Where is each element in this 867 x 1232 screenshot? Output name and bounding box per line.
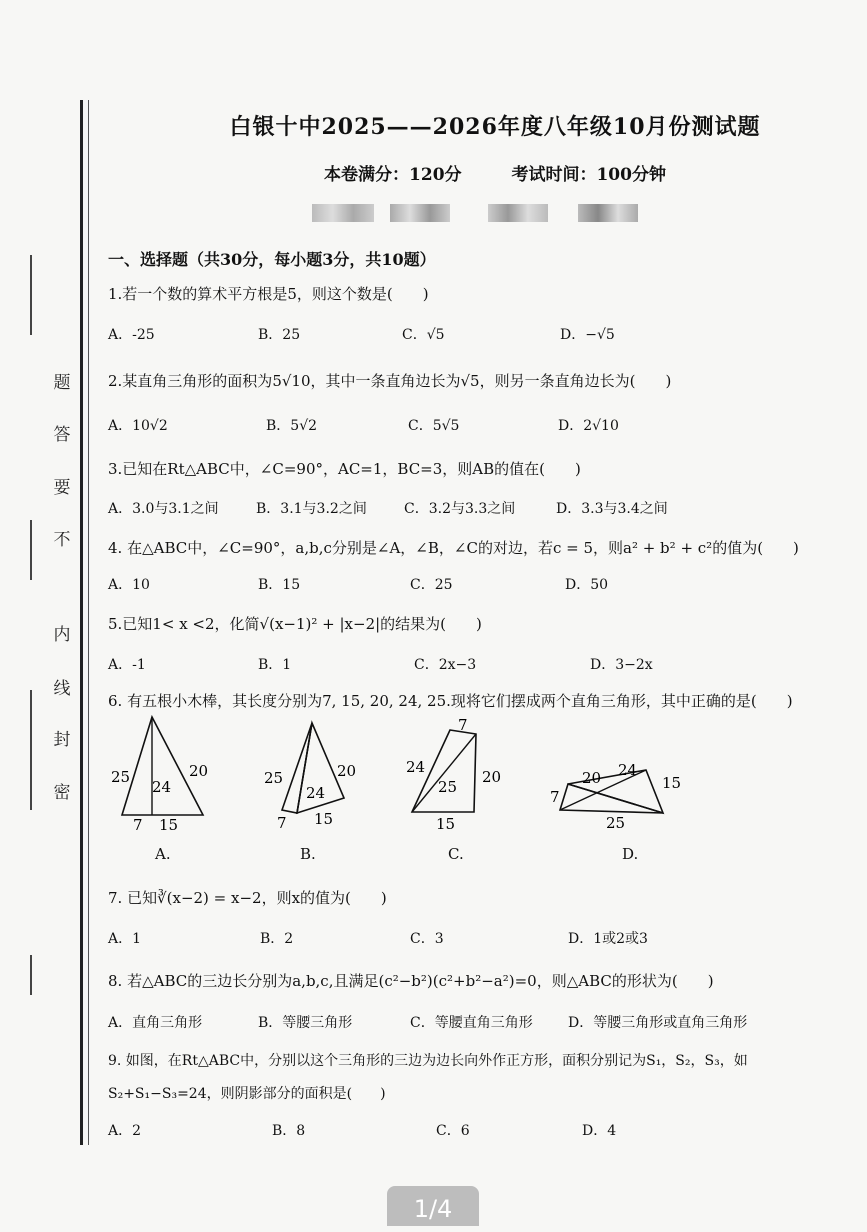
fig-c-num: 25 (438, 778, 458, 796)
class-field-line (30, 520, 32, 580)
q5-option-c: C．2x−3 (414, 657, 477, 673)
question-3: 3.已知在Rt△ABC中，∠C=90°，AC=1，BC=3，则AB的值在( ) (108, 460, 581, 478)
fig-b-num: 7 (277, 814, 287, 832)
redacted-block (390, 204, 450, 222)
fig-a-num: 15 (159, 816, 179, 834)
question-7: 7. 已知∛(x−2) = x−2，则x的值为( ) (108, 889, 387, 907)
q9-option-a: A．2 (108, 1123, 142, 1139)
figure-c (402, 712, 512, 837)
q2-option-d: D．2√10 (558, 418, 619, 434)
q5-option-b: B．1 (258, 657, 292, 673)
binding-char: 密 (53, 783, 71, 803)
q4-option-a: A．10 (108, 577, 150, 593)
q2-option-a: A．10√2 (108, 418, 168, 434)
number-field-line (30, 955, 32, 995)
fig-c-num: 20 (482, 768, 502, 786)
fig-b-num: 24 (306, 784, 326, 802)
question-6: 6. 有五根小木棒，其长度分别为7, 15, 20, 24, 25.现将它们摆成两个直角三角形，其中正确的是( ) (108, 692, 793, 710)
question-9-line2: S₂+S₁−S₃=24，则阴影部分的面积是( ) (108, 1086, 386, 1102)
q8-option-d: D．等腰三角形或直角三角形 (568, 1015, 748, 1031)
question-8: 8. 若△ABC的三边长分别为a,b,c,且满足(c²−b²)(c²+b²−a²)=0，则△ABC的形状为( ) (108, 972, 714, 990)
fig-c-num: 7 (458, 716, 468, 734)
q7-option-a: A．1 (108, 931, 142, 947)
fig-d-num: 20 (582, 769, 602, 787)
question-5: 5.已知1< x <2，化简√(x−1)² + |x−2|的结果为( ) (108, 615, 482, 633)
binding-line-inner (88, 100, 89, 1145)
fig-a-num: 25 (111, 768, 131, 786)
full-score: 本卷满分：120分 (324, 165, 462, 185)
binding-char: 要 (53, 478, 71, 498)
q9-option-c: C．6 (436, 1123, 470, 1139)
binding-line (80, 100, 83, 1145)
question-4: 4. 在△ABC中，∠C=90°，a,b,c分别是∠A，∠B，∠C的对边，若c = 5，则a² + b² + c²的值为( ) (108, 539, 799, 557)
fig-d-num: 15 (662, 774, 682, 792)
fig-d-num: 25 (606, 814, 626, 832)
page-indicator[interactable]: 1/4 (387, 1186, 479, 1226)
q2-option-b: B．5√2 (266, 418, 318, 434)
fig-d-num: 24 (618, 761, 638, 779)
q7-option-c: C．3 (410, 931, 444, 947)
q3-option-c: C．3.2与3.3之间 (404, 501, 516, 517)
q1-option-d: D．−√5 (560, 327, 615, 343)
q4-option-b: B．15 (258, 577, 301, 593)
section-heading: 一、选择题（共30分，每小题3分，共10题） (108, 250, 436, 269)
q9-option-d: D．4 (582, 1123, 617, 1139)
binding-char: 答 (53, 425, 71, 445)
exam-time: 考试时间：100分钟 (511, 165, 666, 185)
q1-option-a: A．-25 (108, 327, 155, 343)
fig-d-num: 7 (550, 788, 560, 806)
q9-option-b: B．8 (272, 1123, 306, 1139)
figure-b (262, 718, 367, 833)
fig-a-num: 24 (152, 778, 172, 796)
q8-option-b: B．等腰三角形 (258, 1015, 353, 1031)
q8-option-c: C．等腰直角三角形 (410, 1015, 533, 1031)
redacted-block (578, 204, 638, 222)
figure-a (105, 712, 217, 837)
q8-option-a: A．直角三角形 (108, 1015, 203, 1031)
fig-b-num: 20 (337, 762, 357, 780)
q7-option-b: B．2 (260, 931, 294, 947)
redacted-block (488, 204, 548, 222)
q4-option-c: C．25 (410, 577, 453, 593)
grade-field-line (30, 690, 32, 810)
fig-c-num: 15 (436, 815, 456, 833)
fig-b-label: B. (300, 845, 316, 863)
q3-option-d: D．3.3与3.4之间 (556, 501, 668, 517)
question-2: 2.某直角三角形的面积为5√10，其中一条直角边长为√5，则另一条直角边长为( ) (108, 372, 672, 390)
fig-d-label: D. (622, 845, 639, 863)
binding-char: 内 (53, 625, 71, 645)
binding-char: 线 (53, 679, 71, 699)
fig-b-num: 25 (264, 769, 284, 787)
question-9: 9. 如图，在Rt△ABC中，分别以这个三角形的三边为边长向外作正方形，面积分别记为S₁，S₂，S₃，如 (108, 1053, 748, 1069)
q5-option-a: A．-1 (108, 657, 146, 673)
q7-option-d: D．1或2或3 (568, 931, 648, 947)
fig-b-num: 15 (314, 810, 334, 828)
binding-char: 题 (53, 373, 71, 393)
fig-c-num: 24 (406, 758, 426, 776)
exam-meta (140, 160, 850, 185)
q2-option-c: C．5√5 (408, 418, 460, 434)
q1-option-c: C．√5 (402, 327, 445, 343)
fig-a-num: 7 (133, 816, 143, 834)
binding-char: 不 (53, 530, 71, 550)
q3-option-b: B．3.1与3.2之间 (256, 501, 367, 517)
fig-a-num: 20 (189, 762, 209, 780)
binding-char: 封 (53, 730, 71, 750)
q3-option-a: A．3.0与3.1之间 (108, 501, 219, 517)
fig-c-label: C. (448, 845, 464, 863)
page-title: 白银十中2025——2026年度八年级10月份测试题 (229, 114, 761, 140)
q5-option-d: D．3−2x (590, 657, 653, 673)
name-field-line (30, 255, 32, 335)
q1-option-b: B．25 (258, 327, 301, 343)
q4-option-d: D．50 (565, 577, 609, 593)
question-1: 1.若一个数的算术平方根是5，则这个数是( ) (108, 285, 429, 303)
figure-d (548, 758, 688, 836)
redacted-block (312, 204, 374, 222)
fig-a-label: A. (155, 845, 171, 863)
